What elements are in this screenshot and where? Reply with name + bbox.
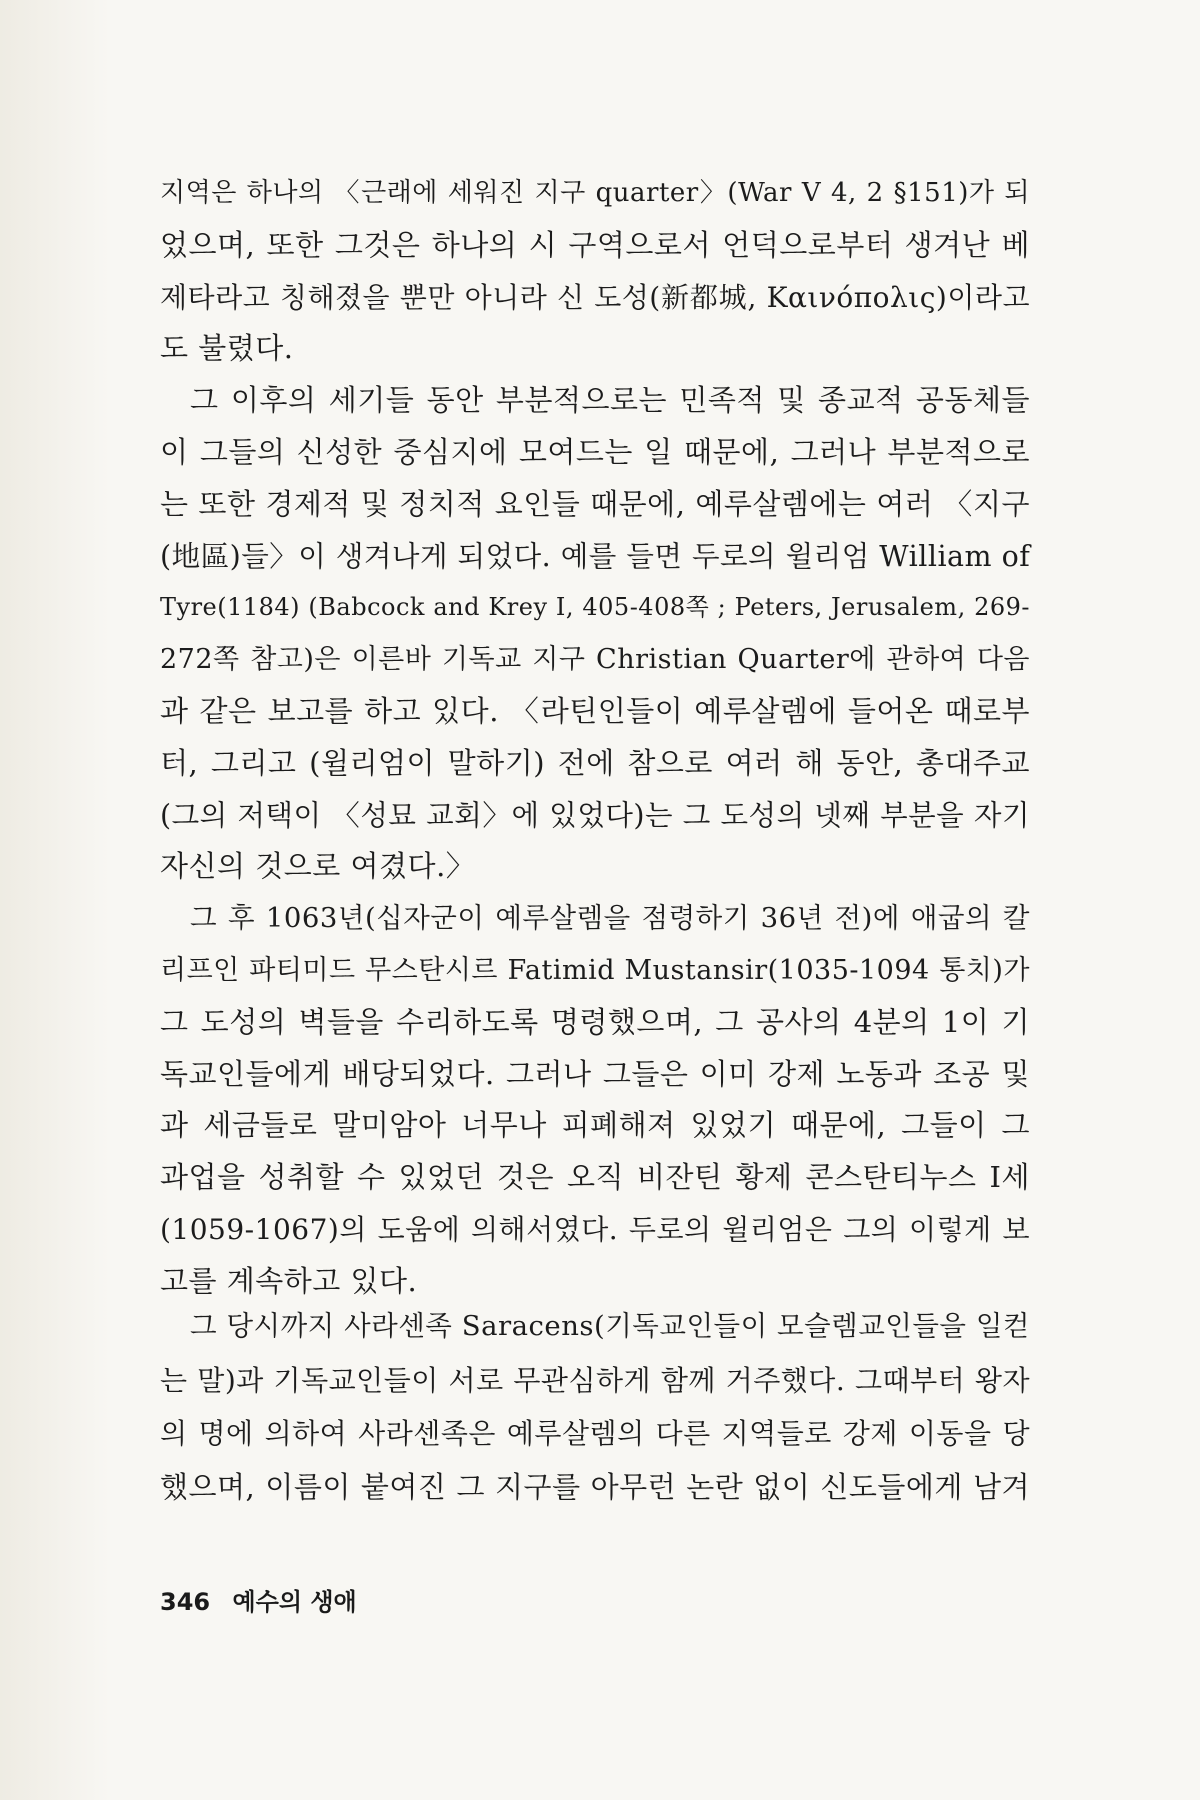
- paragraph-start-line: 그 당시까지 사라센족 Saracens(기독교인들이 모슬렘교인들을 일컫: [190, 1310, 1030, 1342]
- text-line: 272쪽 참고)은 이른바 기독교 지구 Christian Quarter에 관하여 다음: [160, 644, 1030, 676]
- text-line: (그의 저택이 〈성묘 교회〉에 있었다)는 그 도성의 넷째 부분을 자기: [160, 798, 1030, 832]
- text-line: 과업을 성취할 수 있었던 것은 오직 비잔틴 황제 콘스탄티누스 I세: [160, 1160, 1030, 1195]
- text-line: 터, 그리고 (윌리엄이 말하기) 전에 참으로 여러 해 동안, 총대주교: [160, 745, 1030, 780]
- body-text-quote: [160, 1300, 1030, 1514]
- text-line: 독교인들에게 배당되었다. 그러나 그들은 이미 강제 노동과 조공 및: [160, 1056, 1030, 1091]
- text-line: 도 불렸다.: [160, 331, 294, 366]
- page-number: 346: [160, 1588, 211, 1616]
- paragraph-start-line: 그 이후의 세기들 동안 부분적으로는 민족적 및 종교적 공동체들: [190, 383, 1030, 418]
- text-line: 과 같은 보고를 하고 있다. 〈라틴인들이 예루살렘에 들어온 때로부: [160, 693, 1030, 728]
- text-line: 지역은 하나의 〈근래에 세워진 지구 quarter〉(War V 4, 2 §151)가 되: [160, 178, 1030, 208]
- text-line: 이 그들의 신성한 중심지에 모여드는 일 때문에, 그러나 부분적으로: [160, 434, 1030, 469]
- text-line: 고를 계속하고 있다.: [160, 1263, 418, 1298]
- text-line: (1059-1067)의 도움에 의해서였다. 두로의 윌리엄은 그의 이렇게 보: [160, 1212, 1030, 1246]
- body-text-main: [160, 168, 1030, 1308]
- text-line: 의 명에 의하여 사라센족은 예루살렘의 다른 지역들로 강제 이동을 당: [160, 1417, 1030, 1450]
- text-line: Tyre(1184) (Babcock and Krey I, 405-408쪽 ; Peters, Jerusalem, 269-: [160, 593, 1030, 622]
- paragraph-start-line: 그 후 1063년(십자군이 예루살렘을 점령하기 36년 전)에 애굽의 칼: [190, 902, 1030, 935]
- text-line: 는 또한 경제적 및 정치적 요인들 때문에, 예루살렘에는 여러 〈지구: [160, 486, 1030, 521]
- text-line: 했으며, 이름이 붙여진 그 지구를 아무런 논란 없이 신도들에게 남겨: [160, 1469, 1030, 1504]
- text-line: 었으며, 또한 그것은 하나의 시 구역으로서 언덕으로부터 생겨난 베: [160, 227, 1030, 262]
- page-footer: [160, 1582, 357, 1617]
- running-title: 예수의 생애: [232, 1588, 357, 1616]
- page-gutter-shadow: [0, 0, 110, 1800]
- text-line: 리프인 파티미드 무스탄시르 Fatimid Mustansir(1035-1094 통치)가: [160, 954, 1030, 986]
- text-line: 제타라고 칭해졌을 뿐만 아니라 신 도성(新都城, Καινόπολις)이라고: [160, 280, 1030, 314]
- text-line: 자신의 것으로 여겼다.〉: [160, 849, 476, 884]
- text-line: 는 말)과 기독교인들이 서로 무관심하게 함께 거주했다. 그때부터 왕자: [160, 1363, 1030, 1397]
- text-line: (地區)들〉이 생겨나게 되었다. 예를 들면 두로의 윌리엄 William of: [160, 539, 1031, 573]
- text-line: 과 세금들로 말미암아 너무나 피폐해져 있었기 때문에, 그들이 그: [160, 1108, 1030, 1143]
- text-line: 그 도성의 벽들을 수리하도록 명령했으며, 그 공사의 4분의 1이 기: [160, 1004, 1030, 1039]
